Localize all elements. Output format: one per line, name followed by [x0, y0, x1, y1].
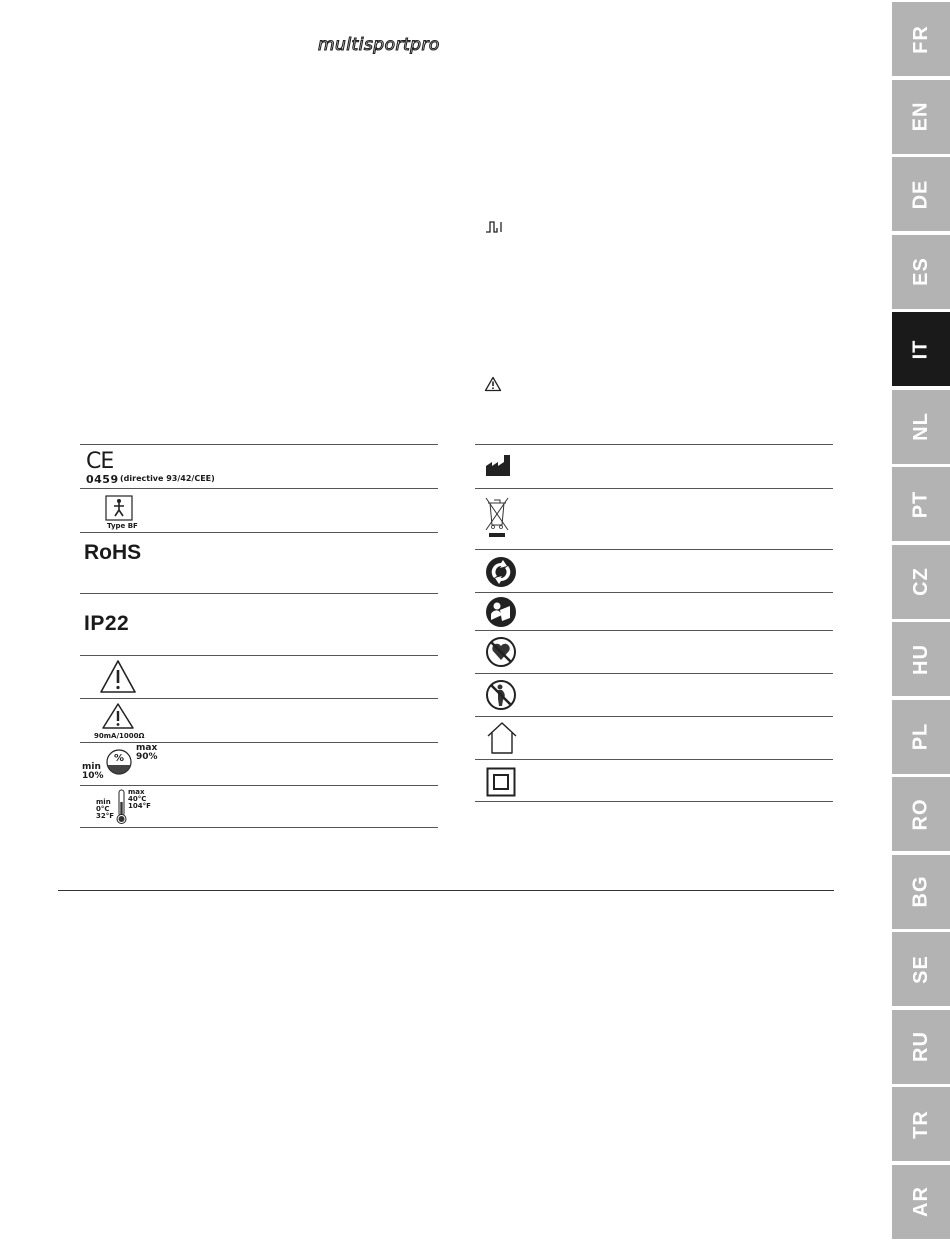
warning-icon — [484, 376, 502, 392]
symbol-row-no-pregnancy — [475, 673, 833, 716]
tab-label: FR — [909, 24, 932, 54]
tab-es[interactable] — [892, 235, 950, 309]
tab-cz[interactable] — [892, 545, 950, 619]
symbol-row-indoor-use — [475, 716, 833, 759]
tab-label: ES — [909, 257, 932, 286]
green-dot-icon — [485, 556, 517, 588]
tab-tr[interactable] — [892, 1087, 950, 1161]
tab-label: AR — [909, 1186, 932, 1217]
tab-it[interactable] — [892, 312, 950, 386]
tab-ar[interactable] — [892, 1165, 950, 1239]
symbol-row-ce — [80, 444, 438, 488]
weee-bin-icon — [483, 495, 511, 541]
tab-de[interactable] — [892, 157, 950, 231]
section-divider — [58, 890, 834, 891]
tab-nl[interactable] — [892, 390, 950, 464]
language-tabs — [892, 0, 950, 1242]
tab-ru[interactable] — [892, 1010, 950, 1084]
tab-label: PT — [909, 490, 932, 518]
symbol-row-humidity — [80, 742, 438, 785]
tab-label: BG — [909, 875, 932, 908]
class-ii-icon — [486, 767, 516, 797]
symbols-table-right — [475, 444, 833, 802]
tab-label: HU — [909, 643, 932, 675]
tab-label: RU — [909, 1031, 932, 1062]
tab-bg[interactable] — [892, 855, 950, 929]
indoor-use-icon — [486, 721, 518, 755]
rohs-mark: RoHS — [84, 541, 142, 564]
tab-label: IT — [909, 339, 932, 359]
type-bf-label: Type BF — [107, 522, 138, 530]
ip-rating: IP22 — [84, 612, 130, 635]
tab-label: PL — [909, 722, 932, 751]
humidity-min: min 10% — [82, 762, 104, 781]
symbols-table-left — [80, 444, 438, 828]
temperature-min: min 0°C 32°F — [96, 798, 115, 820]
pulse-waveform-icon — [485, 219, 507, 235]
thermometer-icon — [114, 788, 128, 826]
no-pacemaker-icon — [485, 636, 517, 668]
tab-label: SE — [909, 954, 932, 984]
symbol-row-manufacturer — [475, 444, 833, 488]
symbol-row-warning — [80, 655, 438, 698]
symbol-row-green-dot — [475, 549, 833, 592]
brand-logo — [318, 34, 462, 56]
humidity-max: max 90% — [136, 743, 158, 762]
tab-label: CZ — [909, 567, 932, 596]
tab-fr[interactable] — [892, 2, 950, 76]
manufacturer-icon — [485, 454, 513, 478]
brand-logo-graphic — [318, 34, 462, 56]
symbol-row-type-bf — [80, 488, 438, 532]
tab-ro[interactable] — [892, 777, 950, 851]
notified-body-number: 0459 — [86, 473, 119, 486]
svg-text:multisportpro: multisportpro — [318, 35, 440, 55]
symbol-row-ip — [80, 593, 438, 655]
tab-se[interactable] — [892, 932, 950, 1006]
temperature-max: max 40°C 104°F — [128, 788, 151, 810]
ce-directive: (directive 93/42/CEE) — [120, 474, 215, 483]
symbol-row-no-pacemaker — [475, 630, 833, 673]
tab-pt[interactable] — [892, 467, 950, 541]
output-limit-label: 90mA/1000Ω — [94, 732, 145, 740]
symbol-row-read-manual — [475, 592, 833, 630]
read-manual-icon — [485, 596, 517, 628]
symbol-row-weee — [475, 488, 833, 549]
tab-label: DE — [909, 179, 932, 209]
symbol-row-temperature — [80, 785, 438, 828]
tab-label: NL — [909, 412, 932, 441]
tab-label: EN — [909, 101, 932, 132]
output-warning-icon — [100, 702, 136, 730]
svg-text:%: % — [113, 753, 125, 764]
no-pregnancy-icon — [485, 679, 517, 711]
symbol-row-output-limit — [80, 698, 438, 742]
tab-pl[interactable] — [892, 700, 950, 774]
ce-mark: CE — [86, 449, 114, 474]
tab-hu[interactable] — [892, 622, 950, 696]
tab-label: RO — [909, 798, 932, 830]
tab-en[interactable] — [892, 80, 950, 154]
humidity-limit-icon — [104, 747, 134, 779]
warning-icon — [98, 659, 138, 695]
symbol-row-rohs — [80, 532, 438, 593]
symbol-row-class-ii — [475, 759, 833, 802]
tab-label: TR — [909, 1109, 932, 1139]
